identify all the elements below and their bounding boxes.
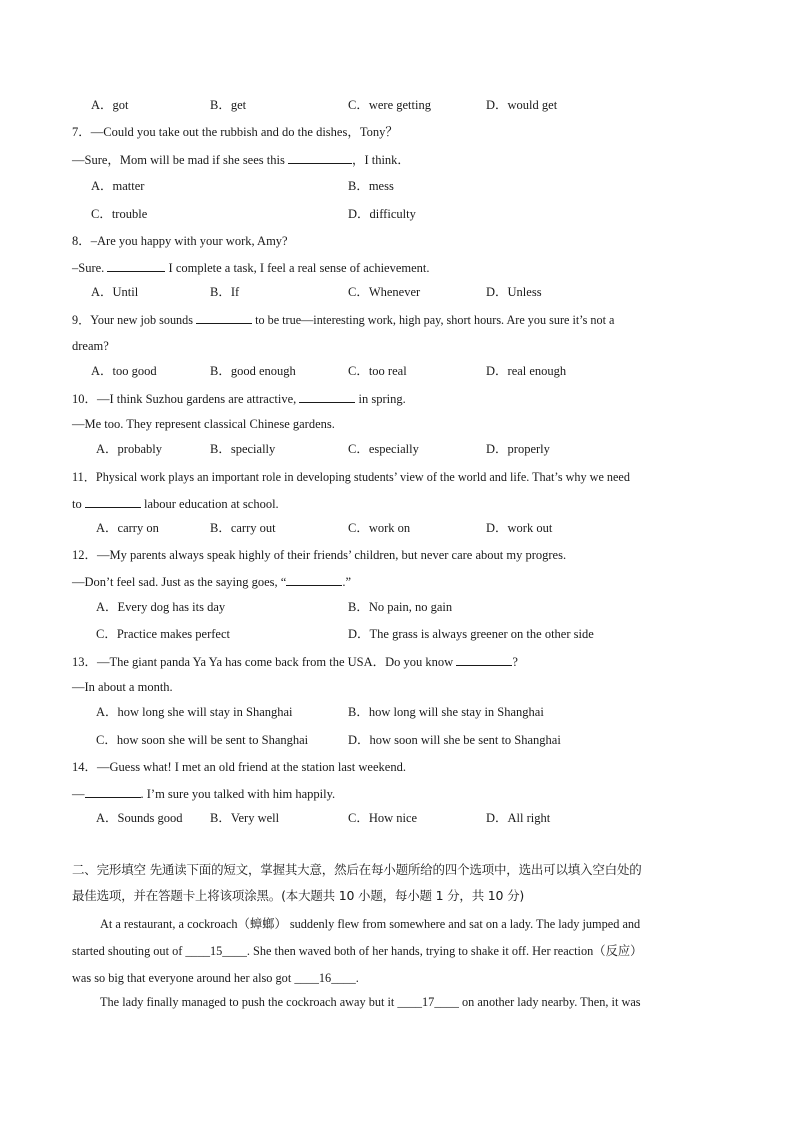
q13-option-a: A．how long she will stay in Shanghai (96, 705, 293, 719)
q10-option-a: A．probably (96, 442, 162, 456)
q9-option-c: C．too real (348, 364, 407, 378)
q12-stem: 12．—My parents always speak highly of their friends’ children, but never care about my progres. (72, 548, 567, 562)
q8-option-b: B．If (210, 285, 240, 299)
q7-line2-after: ，I think． (351, 153, 410, 167)
passage-p2-line1-before: The lady finally managed to push the cockroach away but it (100, 995, 398, 1009)
q11-option-a: A．carry on (96, 521, 159, 535)
q8-stem: 8．–Are you happy with your work, Amy? (72, 234, 288, 248)
q8-answer-blank (107, 259, 165, 272)
q6-option-d: D．would get (486, 98, 558, 112)
q14-option-a: A．Sounds good (96, 811, 183, 825)
q12-option-b: B．No pain, no gain (348, 600, 453, 614)
passage-p1-line3 (72, 970, 359, 986)
q12-option-a: A．Every dog has its day (96, 600, 226, 614)
q13-stem-before: 13．—The giant panda Ya Ya has come back from the USA．Do you know (72, 655, 457, 669)
q13-answer-blank (456, 653, 512, 666)
q10-option-c: C．especially (348, 442, 419, 456)
q8-option-a: A．Until (91, 285, 139, 299)
passage-p1-line3-before: was so big that everyone around her also got (72, 971, 295, 985)
q9-answer-blank (196, 311, 252, 324)
q14-option-c: C．How nice (348, 811, 418, 825)
q14-line2 (72, 785, 335, 802)
q7-option-d: D．difficulty (348, 207, 416, 221)
q11-line2-after: labour education at school. (140, 497, 279, 511)
q13-stem (72, 653, 518, 670)
q10-line2: —Me too. They represent classical Chinese gardens. (72, 417, 335, 431)
q14-line2-before: — (72, 787, 85, 801)
q12-line2-after: .” (342, 575, 352, 589)
passage-p1-line2 (72, 943, 642, 959)
q8-option-c: C．Whenever (348, 285, 421, 299)
passage-p1-line1: At a restaurant, a cockroach（蟑螂） suddenly flew from somewhere and sat on a lady. The lady jumped and (100, 917, 641, 931)
q9-stem (72, 311, 614, 328)
q14-option-b: B．Very well (210, 811, 280, 825)
q7-answer-blank (288, 151, 352, 164)
passage-p2-line1 (100, 994, 641, 1010)
q10-stem (72, 390, 406, 407)
q7-option-b: B．mess (348, 179, 394, 193)
q7-line2 (72, 151, 410, 168)
q11-option-b: B．carry out (210, 521, 276, 535)
q14-answer-blank (85, 785, 141, 798)
q13-option-d: D．how soon will she be sent to Shanghai (348, 733, 561, 747)
q11-option-c: C．work on (348, 521, 411, 535)
passage-p1-line2-after: . She then waved both of her hands, trying to shake it off. Her reaction（反应） (246, 944, 643, 958)
blank-16: ____16____ (294, 971, 356, 985)
q6-option-c: C．were getting (348, 98, 431, 112)
q9-stem-line2: dream? (72, 339, 109, 353)
q13-line2: —In about a month. (72, 680, 173, 694)
q8-option-d: D．Unless (486, 285, 542, 299)
q11-answer-blank (85, 495, 141, 508)
q10-stem-after: in spring. (355, 392, 406, 406)
q8-line2 (72, 259, 430, 276)
section2-heading-line2: 最佳选项，并在答题卡上将该项涂黑。(本大题共 10 小题，每小题 1 分，共 10 分) (72, 888, 525, 903)
q11-option-d: D．work out (486, 521, 553, 535)
q12-answer-blank (286, 573, 342, 586)
q11-line2-before: to (72, 497, 85, 511)
q7-option-c: C．trouble (91, 207, 148, 221)
blank-15: ____15____ (185, 944, 247, 958)
q9-option-a: A．too good (91, 364, 157, 378)
q7-line2-before: —Sure，Mom will be mad if she sees this (72, 153, 288, 167)
q10-option-b: B．specially (210, 442, 276, 456)
q10-option-d: D．properly (486, 442, 550, 456)
q6-option-b: B．get (210, 98, 247, 112)
q13-option-c: C．how soon she will be sent to Shanghai (96, 733, 309, 747)
passage-p2-line1-after: on another lady nearby. Then, it was (458, 995, 641, 1009)
q7-stem: 7．—Could you take out the rubbish and do the dishes，Tony？ (72, 125, 398, 139)
q7-option-a: A．matter (91, 179, 145, 193)
q11-stem: 11．Physical work plays an important role in developing students’ view of the world and life. That’s why we need (72, 470, 630, 484)
q13-option-b: B．how long will she stay in Shanghai (348, 705, 544, 719)
q12-line2-before: —Don’t feel sad. Just as the saying goes, “ (72, 575, 287, 589)
q8-line2-before: –Sure. (72, 261, 108, 275)
q11-line2 (72, 495, 279, 512)
q8-line2-after: I complete a task, I feel a real sense of achievement. (165, 261, 430, 275)
passage-p1-line2-before: started shouting out of (72, 944, 186, 958)
q6-option-a: A．got (91, 98, 129, 112)
q12-option-c: C．Practice makes perfect (96, 627, 230, 641)
q12-line2 (72, 573, 351, 590)
passage-p1-line3-after: . (355, 971, 359, 985)
q9-option-b: B．good enough (210, 364, 296, 378)
q9-stem-after: to be true—interesting work, high pay, short hours. Are you sure it’s not a (252, 313, 615, 327)
q12-option-d: D．The grass is always greener on the other side (348, 627, 594, 641)
q10-stem-before: 10．—I think Suzhou gardens are attractive, (72, 392, 300, 406)
q9-stem-before: 9．Your new job sounds (72, 313, 197, 327)
q14-stem: 14．—Guess what! I met an old friend at the station last weekend. (72, 760, 406, 774)
q10-answer-blank (299, 390, 355, 403)
blank-17: ____17____ (397, 995, 459, 1009)
q9-option-d: D．real enough (486, 364, 567, 378)
q13-stem-after: ? (512, 655, 518, 669)
q14-line2-after: . I’m sure you talked with him happily. (140, 787, 336, 801)
section2-heading-line1: 二、完形填空 先通读下面的短文，掌握其大意，然后在每小题所给的四个选项中，选出可以填入空白处的 (72, 862, 642, 877)
q14-option-d: D．All right (486, 811, 551, 825)
